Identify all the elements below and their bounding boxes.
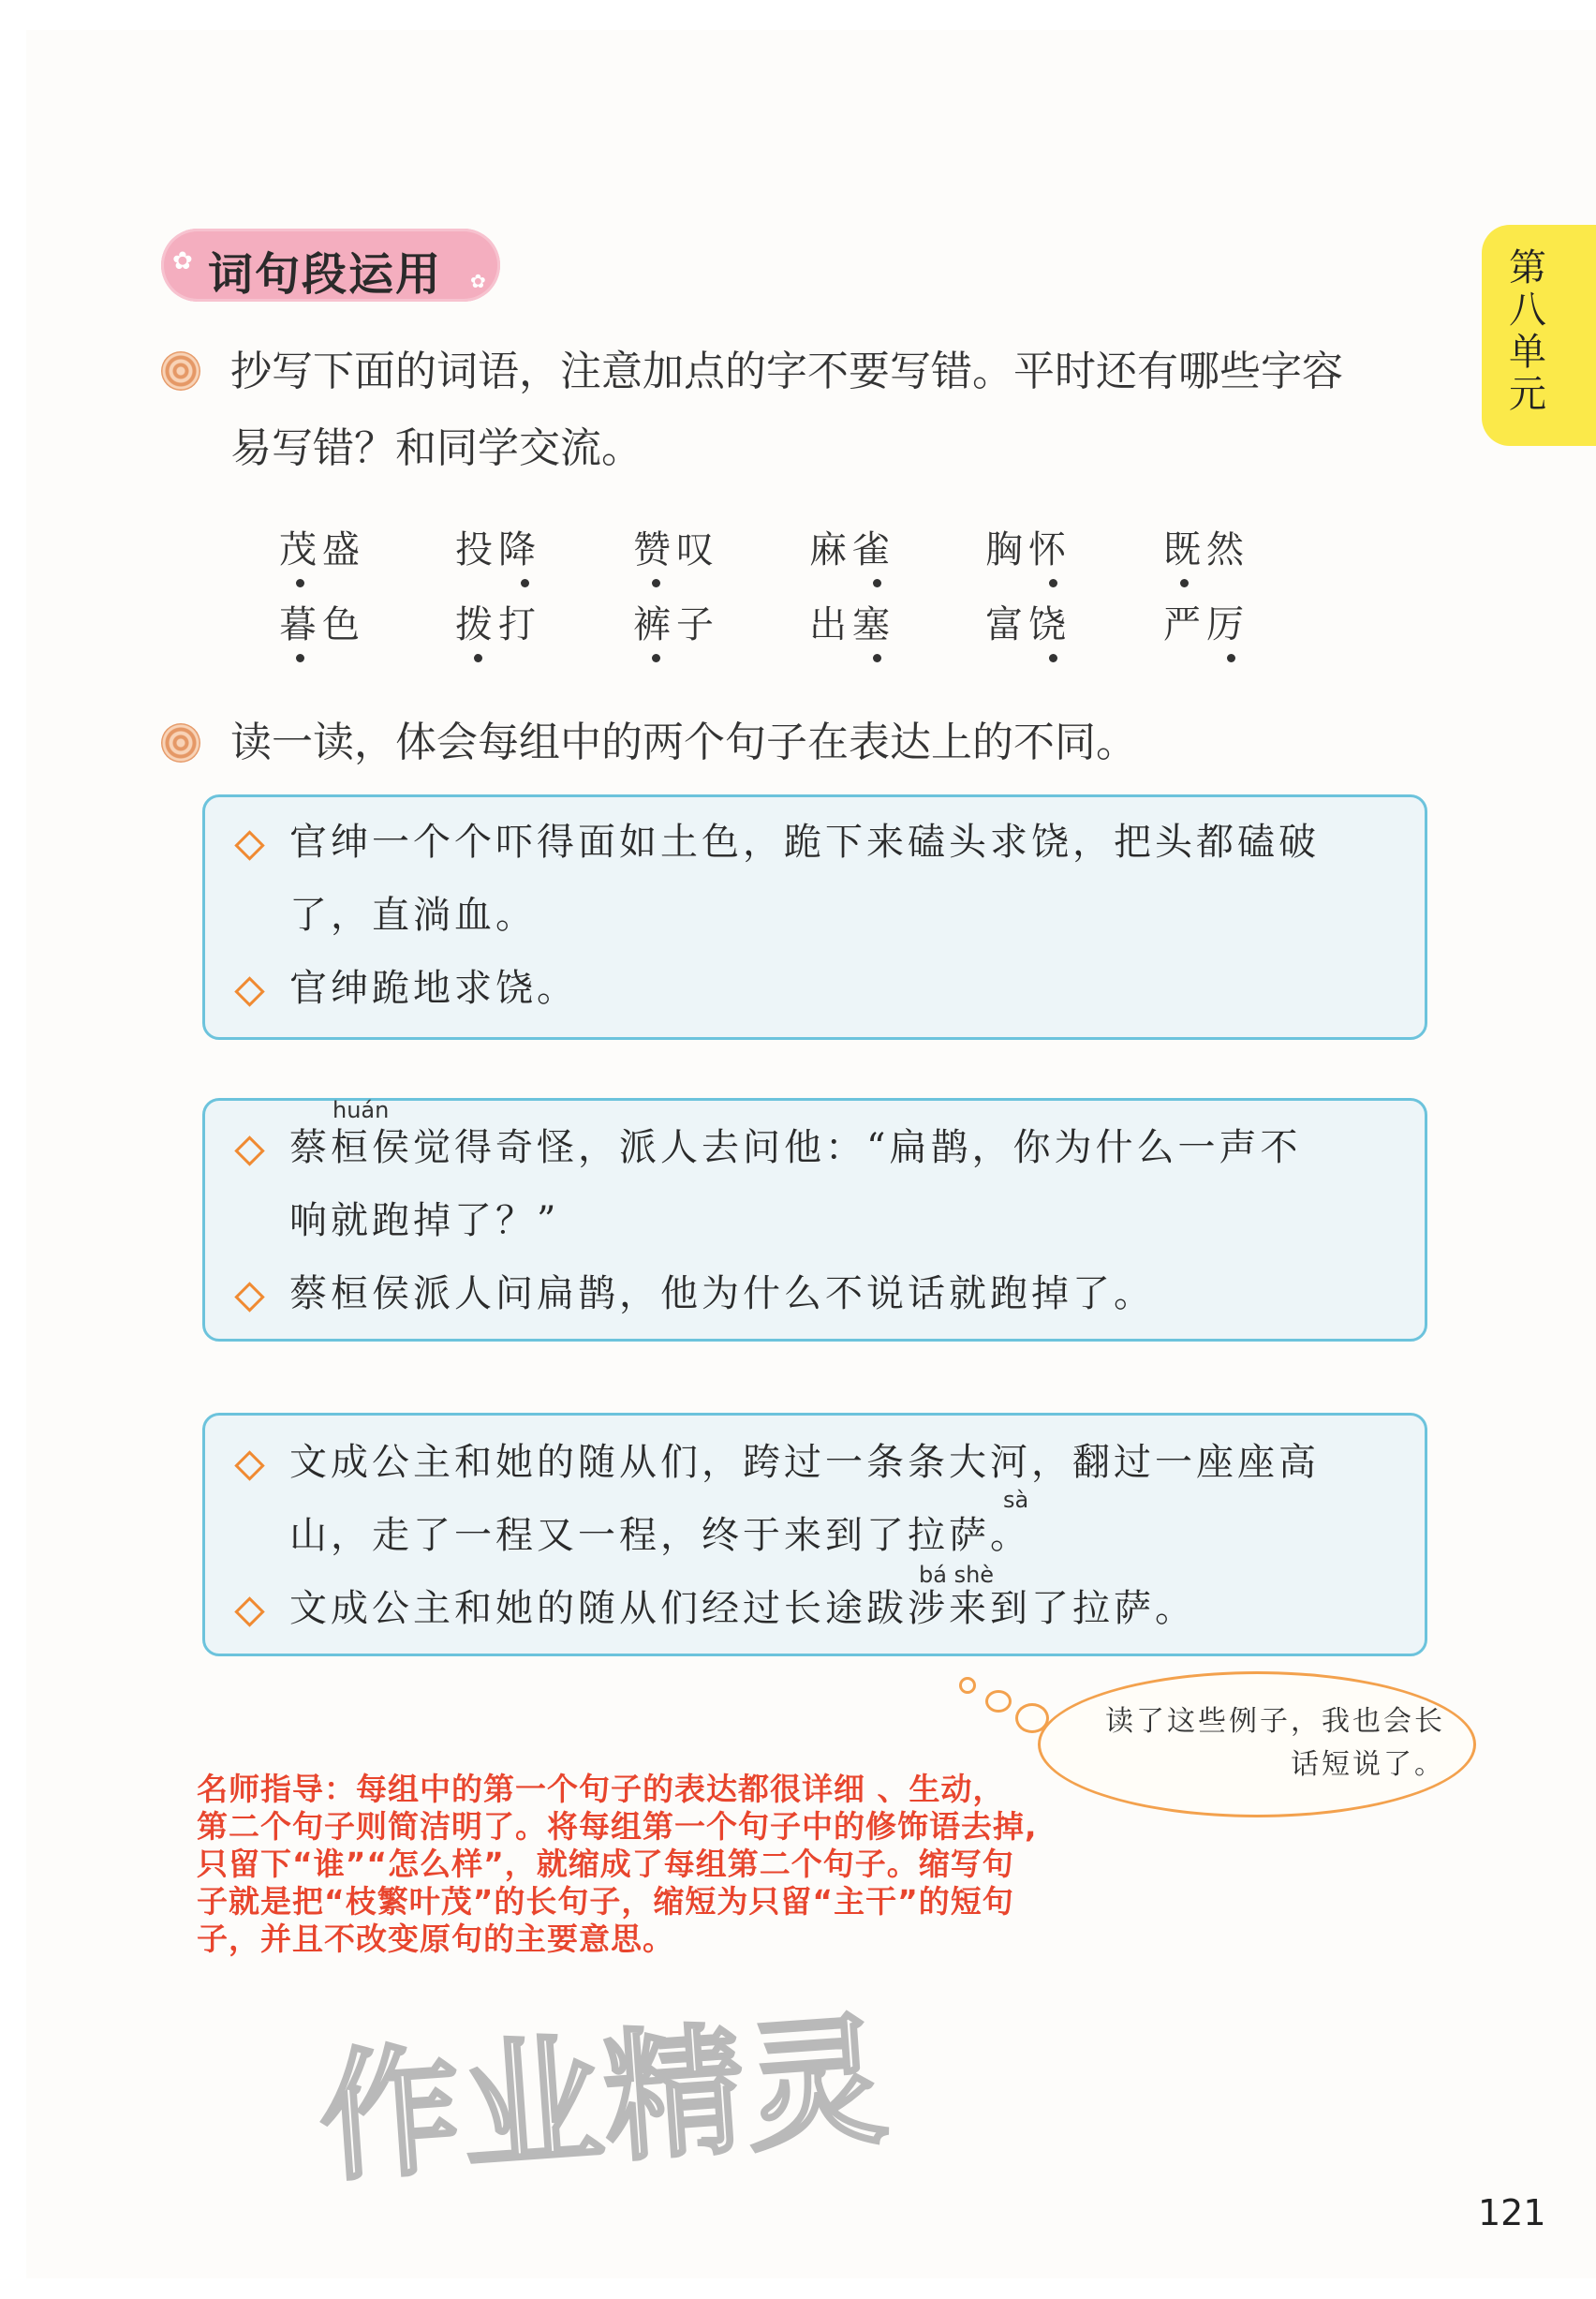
task1-line1: 抄写下面的词语，注意加点的字不要写错。平时还有哪些字容 — [230, 348, 1343, 395]
section-title: 词句段运用 — [208, 248, 443, 301]
sparkle-icon: ✿ — [172, 247, 193, 275]
word-item: 赞叹 — [633, 528, 719, 571]
emphasis-dot — [296, 654, 304, 662]
sparkle-icon: ✿ — [470, 270, 486, 292]
word-item: 茂盛 — [279, 528, 365, 571]
diamond-bullet-icon — [234, 1282, 265, 1313]
emphasis-dot — [652, 579, 660, 587]
group2-sentence1-line2: 响就跑掉了？” — [289, 1199, 560, 1242]
emphasis-dot — [1227, 654, 1235, 662]
bubble-tail-circle — [959, 1677, 976, 1694]
task2-instruction: 读一读，体会每组中的两个句子在表达上的不同。 — [230, 719, 1137, 766]
unit-tab — [1482, 225, 1596, 446]
group2-sentence1-line1: 蔡桓侯觉得奇怪，派人去问他：“扁鹊，你为什么一声不 — [289, 1126, 1302, 1169]
sentence-group-3 — [202, 1413, 1427, 1656]
sentence-group-1 — [202, 794, 1427, 1040]
diamond-bullet-icon — [234, 1596, 265, 1627]
diamond-bullet-icon — [234, 976, 265, 1007]
emphasis-dot — [1049, 654, 1057, 662]
emphasis-dot — [474, 654, 482, 662]
group1-sentence1-line2: 了，直淌血。 — [289, 894, 537, 937]
word-item: 既然 — [1163, 528, 1249, 571]
watermark: 作业精灵 — [314, 1998, 894, 2202]
group1-sentence1-line1: 官绅一个个吓得面如土色，跪下来磕头求饶，把头都磕破 — [289, 821, 1320, 864]
group3-sentence1-line2: 山，走了一程又一程，终于来到了拉萨。 — [289, 1514, 1031, 1557]
section-heading — [161, 229, 500, 302]
emphasis-dot — [521, 579, 529, 587]
unit-tab-label: 第八单元 — [1509, 246, 1546, 416]
thought-bubble-text: 读了这些例子，我也会长话短说了。 — [1105, 1705, 1445, 1781]
group1-sentence2: 官绅跪地求饶。 — [289, 967, 578, 1010]
teacher-guide: 名师指导：每组中的第一个句子的表达都很详细 、生动， 第二个句子则简洁明了。将每组第一个句子中的修饰语去掉,只留下“谁”“怎么样”，就缩成了每组第二个句子。缩写句子就是把“枝繁叶茂”的长句子，缩短为只留“主干”的短句子，并且不改变原句的主要意思。 — [197, 1771, 1038, 1957]
word-item: 暮色 — [279, 603, 365, 646]
task1-line2: 易写错？和同学交流。 — [230, 424, 643, 472]
group3-sentence1-line1: 文成公主和她的随从们，跨过一条条大河，翻过一座座高 — [289, 1441, 1320, 1484]
diamond-bullet-icon — [234, 1135, 265, 1166]
word-item: 投降 — [455, 528, 541, 571]
group2-sentence2: 蔡桓侯派人问扁鹊，他为什么不说话就跑掉了。 — [289, 1272, 1155, 1315]
emphasis-dot — [652, 654, 660, 662]
emphasis-dot — [1049, 579, 1057, 587]
diamond-bullet-icon — [234, 830, 265, 861]
thought-bubble — [1038, 1671, 1476, 1817]
word-item: 胸怀 — [985, 528, 1071, 571]
word-item: 出塞 — [809, 603, 895, 646]
pinyin-annotation: sà — [1003, 1487, 1029, 1513]
spiral-bullet-icon — [161, 723, 200, 763]
sentence-group-2 — [202, 1098, 1427, 1342]
pinyin-annotation: huán — [332, 1097, 390, 1123]
diamond-bullet-icon — [234, 1450, 265, 1481]
emphasis-dot — [1180, 579, 1189, 587]
emphasis-dot — [873, 654, 881, 662]
word-item: 裤子 — [633, 603, 719, 646]
bubble-tail-circle — [985, 1690, 1012, 1713]
word-item: 严厉 — [1163, 603, 1249, 646]
spiral-bullet-icon — [161, 351, 200, 391]
word-item: 拨打 — [455, 603, 541, 646]
word-item: 富饶 — [985, 603, 1071, 646]
pinyin-annotation: bá shè — [919, 1562, 995, 1588]
page-number: 121 — [1478, 2192, 1546, 2233]
word-item: 麻雀 — [809, 528, 895, 571]
group3-sentence2: 文成公主和她的随从们经过长途跋涉来到了拉萨。 — [289, 1587, 1196, 1630]
emphasis-dot — [873, 579, 881, 587]
emphasis-dot — [296, 579, 304, 587]
